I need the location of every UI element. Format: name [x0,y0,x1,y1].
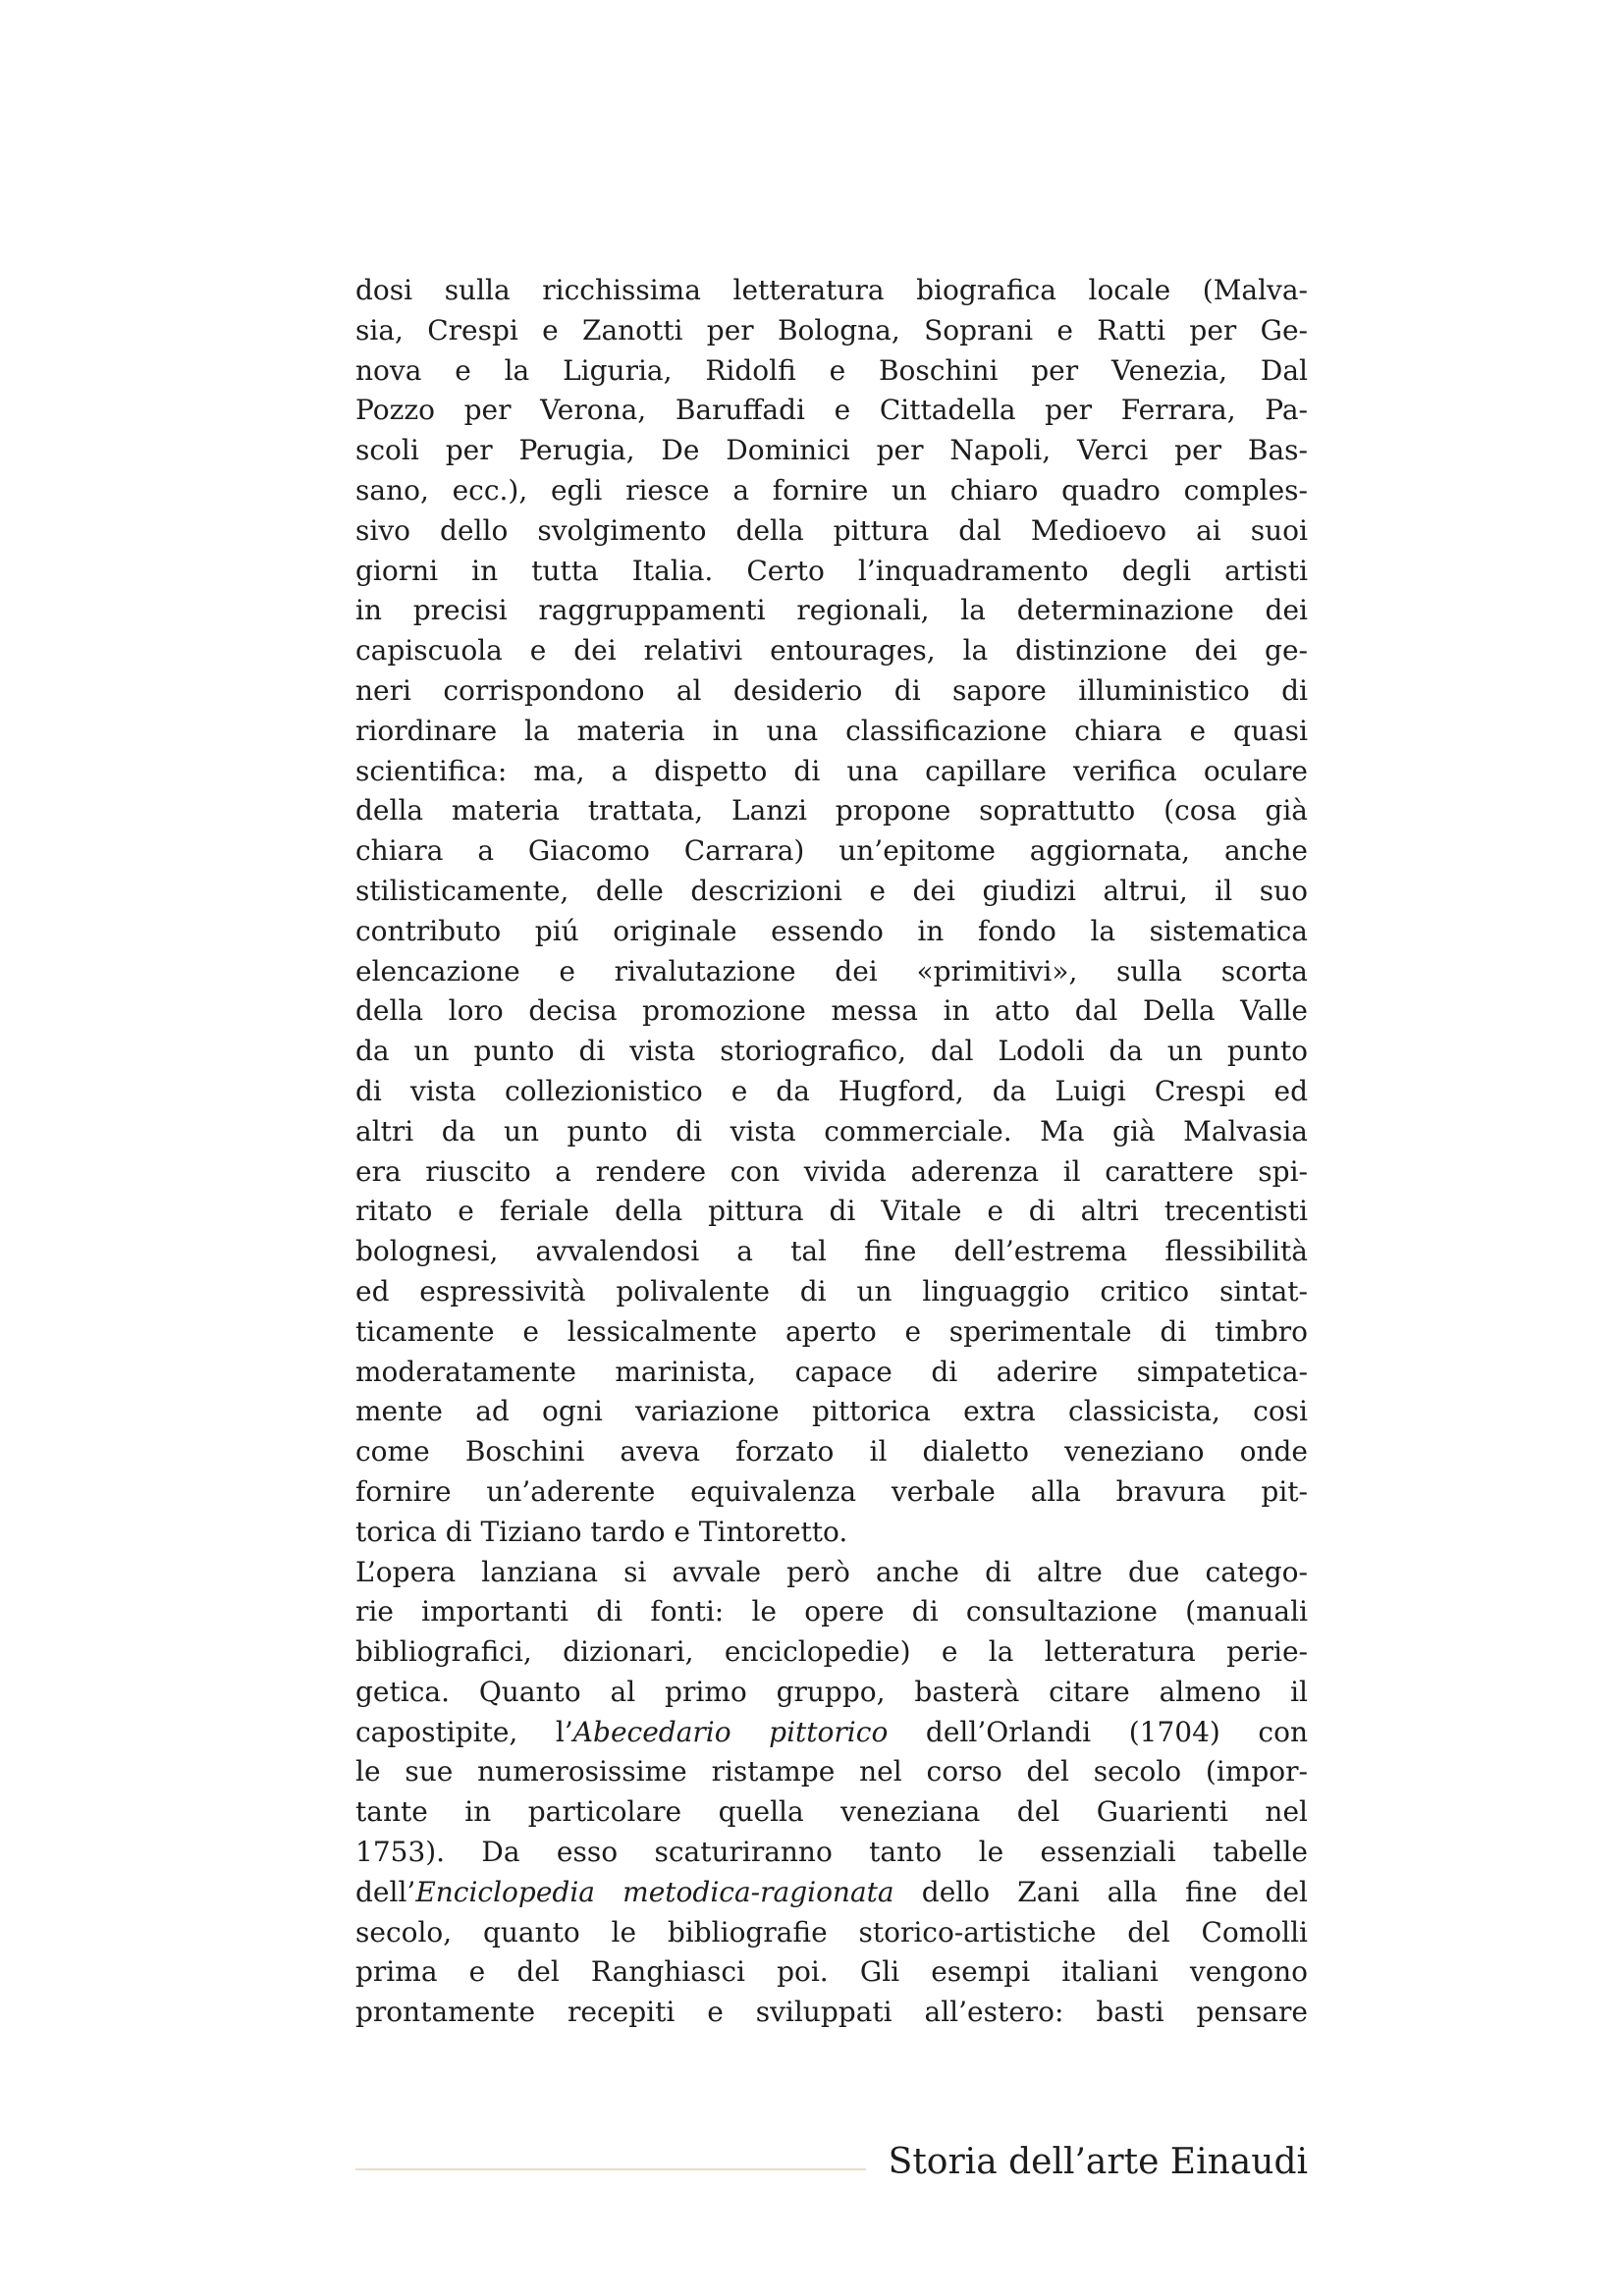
text-line: ritato e feriale della pittura di Vitale e di altri trecentisti [355,1195,1308,1228]
text-line: capostipite, l’Abecedario pittorico dell’Orlandi (1704) con [355,1715,1308,1748]
text-line: stilisticamente, delle descrizioni e dei giudizi altrui, il suo [355,874,1308,907]
text-line: giorni in tutta Italia. Certo l’inquadramento degli artisti [355,554,1308,587]
text-line: dell’Enciclopedia metodica-ragionata dello Zani alla fine del [355,1875,1308,1908]
text-line: ed espressività polivalente di un linguaggio critico sintat- [355,1274,1308,1308]
text-line: bibliografici, dizionari, enciclopedie) e la letteratura perie- [355,1635,1308,1669]
text-line: scoli per Perugia, De Dominici per Napoli, Verci per Bas- [355,434,1308,467]
body-text [355,271,1308,2033]
footer-title: Storia dell’arte Einaudi [888,2142,1308,2182]
text-line: nova e la Liguria, Ridolfi e Boschini per Venezia, Dal [355,353,1308,387]
text-line: come Boschini aveva forzato il dialetto veneziano onde [355,1435,1308,1468]
text-line: tante in particolare quella veneziana del Guarienti nel [355,1795,1308,1829]
text-line: mente ad ogni variazione pittorica extra classicista, cosi [355,1395,1308,1428]
italic-title: Abecedario pittorico [572,1715,889,1748]
text-line: sano, ecc.), egli riesce a fornire un chiaro quadro comples- [355,473,1308,507]
text-line: fornire un’aderente equivalenza verbale alla bravura pit- [355,1474,1308,1508]
text-line: elencazione e rivalutazione dei «primitivi», sulla scorta [355,954,1308,988]
text-line: le sue numerosissime ristampe nel corso del secolo (impor- [355,1755,1308,1789]
text-line: della materia trattata, Lanzi propone soprattutto (cosa già [355,794,1308,828]
text-line: ticamente e lessicalmente aperto e sperimentale di timbro [355,1314,1308,1348]
text-line: sivo dello svolgimento della pittura dal Medioevo ai suoi [355,513,1308,547]
text-line: L’opera lanziana si avvale però anche di altre due catego- [355,1555,1308,1588]
text-line: moderatamente marinista, capace di aderire simpatetica- [355,1355,1308,1388]
text-line: contributo piú originale essendo in fondo la sistematica [355,914,1308,947]
text-line: della loro decisa promozione messa in atto dal Della Valle [355,994,1308,1028]
text-line: torica di Tiziano tardo e Tintoretto. [355,1515,848,1548]
text-line: chiara a Giacomo Carrara) un’epitome aggiornata, anche [355,834,1308,868]
text-line: prontamente recepiti e sviluppati all’estero: basti pensare [355,1996,1308,2029]
text-line: di vista collezionistico e da Hugford, da Luigi Crespi ed [355,1074,1308,1107]
text-line: scientifica: ma, a dispetto di una capillare verifica oculare [355,754,1308,787]
text-line: dosi sulla ricchissima letteratura biografica locale (Malva- [355,274,1308,306]
text-line: capiscuola e dei relativi entourages, la distinzione dei ge- [355,634,1308,667]
text-line: prima e del Ranghiasci poi. Gli esempi italiani vengono [355,1955,1308,1989]
text-line: secolo, quanto le bibliografie storico-artistiche del Comolli [355,1915,1308,1949]
text-line: riordinare la materia in una classificazione chiara e quasi [355,714,1308,747]
text-line: in precisi raggruppamenti regionali, la determinazione dei [355,594,1308,627]
text-line: neri corrispondono al desiderio di sapore illuministico di [355,673,1308,707]
italic-title: Enciclopedia metodica-ragionata [415,1875,894,1908]
text-line: sia, Crespi e Zanotti per Bologna, Soprani e Ratti per Ge- [355,313,1308,347]
text-line: rie importanti di fonti: le opere di consultazione (manuali [355,1595,1308,1629]
footer-divider [355,2168,866,2170]
text-line: era riuscito a rendere con vivida aderenza il carattere spi- [355,1154,1308,1188]
text-line: 1753). Da esso scaturiranno tanto le essenziali tabelle [355,1836,1308,1869]
text-line: da un punto di vista storiografico, dal Lodoli da un punto [355,1035,1308,1068]
text-line: bolognesi, avvalendosi a tal fine dell’estrema flessibilità [355,1235,1308,1268]
text-line: getica. Quanto al primo gruppo, basterà citare almeno il [355,1675,1308,1708]
text-line: Pozzo per Verona, Baruffadi e Cittadella per Ferrara, Pa- [355,394,1308,427]
text-line: altri da un punto di vista commerciale. Ma già Malvasia [355,1114,1308,1148]
